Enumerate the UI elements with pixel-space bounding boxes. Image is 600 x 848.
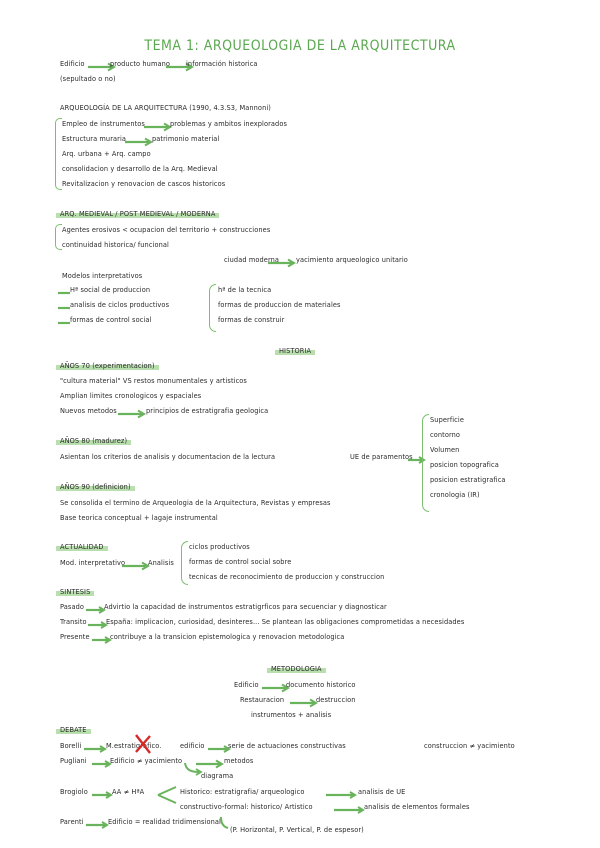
arq-item-1b: problemas y ambitos inexplorados (170, 120, 287, 128)
medieval-yacimiento: yacimiento arqueologico unitario (296, 256, 408, 264)
arrow-icon (86, 820, 110, 830)
arrow-icon (86, 605, 106, 615)
y90-l1: Se consolida el termino de Arqueologia de la Arquitectura, Revistas y empresas (60, 499, 331, 507)
ue-item-6: cronologia (IR) (430, 491, 480, 499)
model-r-3: formas de construir (218, 316, 285, 324)
model-2: analisis de ciclos productivos (70, 301, 170, 309)
y70-l1: "cultura material" VS restos monumentales y artisticos (60, 377, 247, 385)
arrow-icon (88, 620, 108, 630)
ue-item-2: contorno (430, 431, 461, 439)
parenti-planos: (P. Horizontal, P. Vertical, P. de espesor) (230, 826, 364, 834)
pugliani-diagrama: diagrama (201, 772, 234, 780)
met-l1a: Edificio (234, 681, 259, 689)
brogiolo-analisis-ue: analisis de UE (358, 788, 406, 796)
y70-l2: Amplian limites cronologicos y espaciales (60, 392, 202, 400)
models-label: Modelos interpretativos (62, 272, 143, 280)
mod-item-1: ciclos productivos (189, 543, 250, 551)
medieval-l2: continuidad historica/ funcional (62, 241, 169, 249)
brogiolo-label: Brogiolo (60, 788, 88, 796)
page-title: TEMA 1: ARQUEOLOGIA DE LA ARQUITECTURA (144, 38, 456, 54)
y70-l3b: principios de estratigrafia geologica (146, 407, 269, 415)
borelli-construccion: construccion ≠ yacimiento (424, 742, 515, 750)
mod-b: Analisis (148, 559, 174, 567)
brogiolo-formales: analisis de elementos formales (364, 803, 470, 811)
intro-sepultado: (sepultado o no) (60, 75, 116, 83)
sintesis-heading: SINTESIS (56, 588, 94, 597)
pugliani-metodos: metodos (224, 757, 254, 765)
intro-edificio: Edificio (60, 60, 85, 68)
model-3: formas de control social (70, 316, 152, 324)
met-l3: instrumentos + analisis (251, 711, 332, 719)
borelli-label: Borelli (60, 742, 82, 750)
medieval-l1: Agentes erosivos < ocupacion del territorio + construcciones (62, 226, 271, 234)
ue-label: UE de paramentos (350, 453, 413, 461)
pugliani-edificio: Edificio ≠ yacimiento (110, 757, 183, 765)
model-r-1: hª de la tecnica (218, 286, 272, 294)
arrow-icon (92, 759, 112, 769)
brogiolo-aa: AA ≠ HªA (112, 788, 145, 796)
medieval-heading: ARQ. MEDIEVAL / POST MEDIEVAL / MODERNA (56, 210, 219, 219)
historia-heading: HISTORIA (275, 347, 315, 356)
sintesis-presente-text: contribuye a la transicion epistemologica y renovacion metodologica (110, 633, 345, 641)
arrow-icon (118, 409, 146, 419)
parenti-label: Parenti (60, 818, 84, 826)
sintesis-transito-text: España: implicacion, curiosidad, desinteres... Se plantean las obligaciones comprometidas a necesidades (106, 618, 465, 626)
arrow-icon (290, 698, 318, 708)
met-l2b: destruccion (316, 696, 356, 704)
borelli-edificio: edificio (180, 742, 205, 750)
actual-heading: ACTUALIDAD (56, 543, 108, 552)
intro-informacion: información historica (186, 60, 258, 68)
arrow-icon (122, 561, 150, 571)
arrow-icon (92, 635, 112, 645)
sintesis-presente-label: Presente (60, 633, 90, 641)
brace (209, 284, 216, 332)
y90-l2: Base teorica conceptual + lagaje instrumental (60, 514, 218, 522)
ue-item-1: Superficie (430, 416, 464, 424)
bracket (55, 224, 62, 250)
met-l2a: Restauracion (240, 696, 285, 704)
model-1: Hª social de produccion (70, 286, 151, 294)
arq-item-2b: patrimonio material (152, 135, 220, 143)
arq-item-5: Revitalizacion y renovacion de cascos historicos (62, 180, 226, 188)
arrow-icon (125, 137, 153, 147)
pugliani-label: Pugliani (60, 757, 87, 765)
mod-a: Mod. interpretativo (60, 559, 126, 567)
parenti-edificio: Edificio = realidad tridimensional (108, 818, 221, 826)
brace (181, 541, 188, 585)
arrow-icon (144, 122, 172, 132)
sintesis-transito-label: Transito (60, 618, 87, 626)
brogiolo-constructivo: constructivo-formal: historico/ Artistico (180, 803, 313, 811)
arrow-icon (84, 744, 108, 754)
model-r-2: formas de produccion de materiales (218, 301, 341, 309)
arrow-icon (268, 258, 296, 268)
arrow-icon (92, 790, 114, 800)
y80-heading: AÑOS 80 (madurez) (56, 437, 131, 446)
brogiolo-historico: Historico: estratigrafia/ arqueologico (180, 788, 305, 796)
cross-icon (133, 733, 153, 755)
arq-item-3: Arq. urbana + Arq. campo (62, 150, 151, 158)
y90-heading: AÑOS 90 (definicion) (56, 483, 135, 492)
mod-item-2: formas de control social sobre (189, 558, 292, 566)
ue-item-3: Volumen (430, 446, 460, 454)
debate-heading: DEBATE (56, 726, 91, 735)
mod-item-3: tecnicas de reconocimiento de produccion y construccion (189, 573, 385, 581)
medieval-ciudad: ciudad moderna (224, 256, 280, 264)
bracket (55, 118, 62, 190)
borelli-serie: serie de actuaciones constructivas (228, 742, 346, 750)
arrow-icon (326, 790, 358, 800)
arq-item-2a: Estructura muraria (62, 135, 127, 143)
y70-heading: AÑOS 70 (experimentacion) (56, 362, 159, 371)
arq-item-4: consolidacion y desarrollo de la Arq. Medieval (62, 165, 218, 173)
intro-producto: producto humano (110, 60, 171, 68)
met-l1b: documento historico (286, 681, 356, 689)
sintesis-pasado-text: Advirtio la capacidad de instrumentos estratigrficos para secuenciar y diagnosticar (104, 603, 387, 611)
arq-heading: ARQUEOLOGÍA DE LA ARQUITECTURA (1990, 4.3.S3, Mannoni) (60, 104, 271, 112)
brace (422, 414, 429, 512)
ue-item-4: posicion topografica (430, 461, 499, 469)
y70-l3a: Nuevos metodos (60, 407, 117, 415)
arq-item-1a: Empleo de instrumentos (62, 120, 145, 128)
metodologia-heading: METODOLOGIA (267, 665, 326, 674)
arrow-icon (334, 805, 366, 815)
ue-item-5: posicion estratigrafica (430, 476, 506, 484)
y80-l1: Asientan los criterios de analisis y documentacion de la lectura (60, 453, 276, 461)
borelli-metodo: M.estratigrafico. (106, 742, 162, 750)
sintesis-pasado-label: Pasado (60, 603, 85, 611)
fork-arrow-icon (156, 783, 180, 807)
